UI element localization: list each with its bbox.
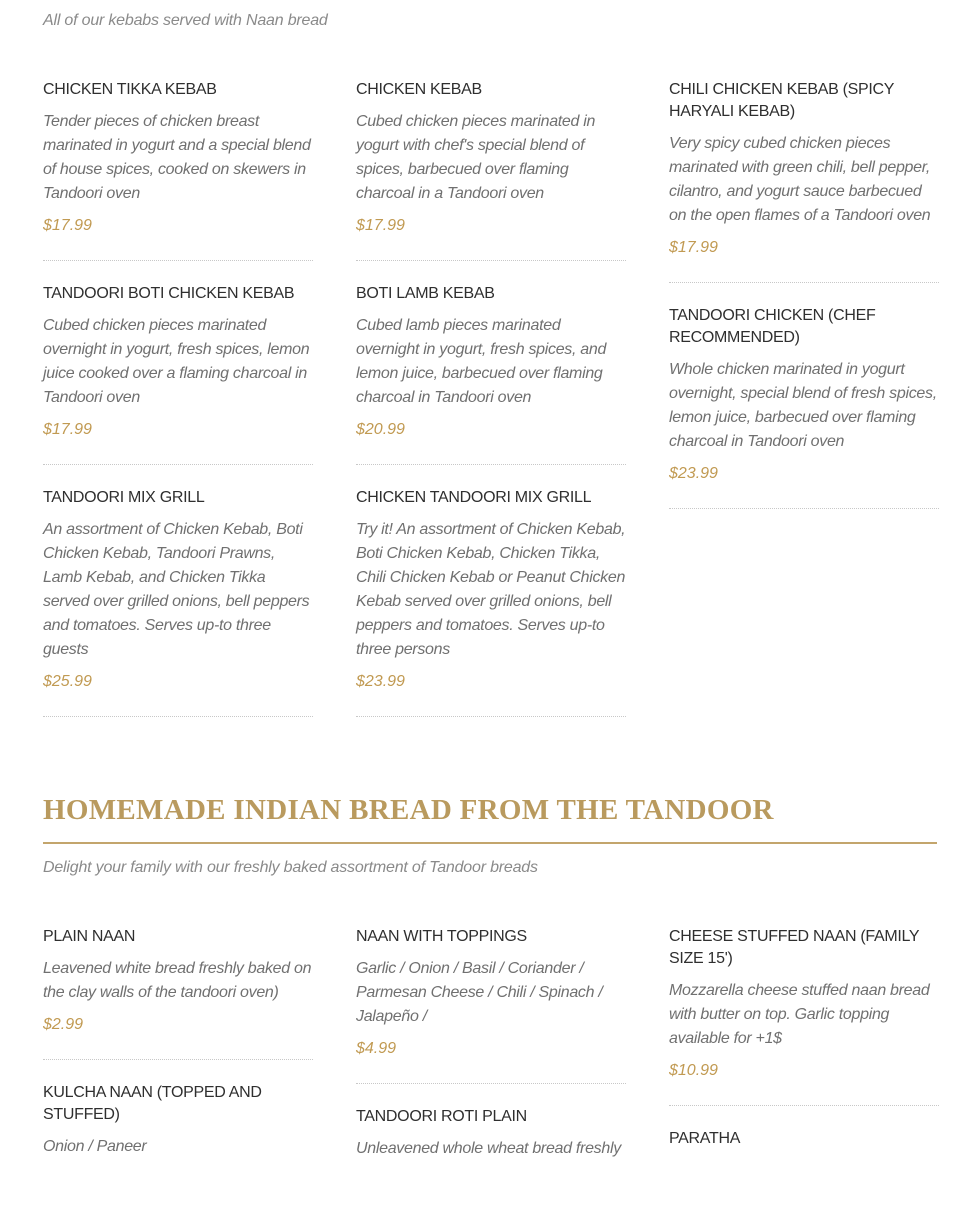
menu-item-description: Tender pieces of chicken breast marinated in yogurt and a special blend of house spices, cooked on skewers in Tandoori oven — [43, 113, 311, 202]
kebab-section-intro: All of our kebabs served with Naan bread — [43, 12, 328, 29]
menu-item-price: $23.99 — [356, 673, 405, 690]
bread-section-title: HOMEMADE INDIAN BREAD FROM THE TANDOOR — [43, 794, 774, 826]
menu-item-description: An assortment of Chicken Kebab, Boti Chicken Kebab, Tandoori Prawns, Lamb Kebab, and Chicken Tikka served over grilled onions, bell peppers and tomatoes. Serves up-to three guests — [43, 521, 310, 658]
section-divider — [43, 842, 937, 844]
menu-item-price: $17.99 — [356, 217, 405, 234]
menu-item-name: CHICKEN KEBAB — [356, 81, 482, 98]
menu-item-price: $17.99 — [43, 217, 92, 234]
menu-item — [356, 79, 626, 261]
menu-item-price: $23.99 — [669, 465, 718, 482]
menu-item-name: NAAN WITH TOPPINGS — [356, 928, 527, 945]
menu-item — [669, 926, 939, 1106]
menu-item-description: Garlic / Onion / Basil / Coriander / Parmesan Cheese / Chili / Spinach / Jalapeño / — [356, 960, 603, 1025]
menu-item-name: TANDOORI ROTI PLAIN — [356, 1108, 527, 1125]
menu-item-description: Whole chicken marinated in yogurt overnight, special blend of fresh spices, lemon juice, barbecued over flaming charcoal in Tandoori oven — [669, 361, 937, 450]
menu-item-name: KULCHA NAAN (TOPPED AND STUFFED) — [43, 1084, 262, 1123]
menu-item-description: Try it! An assortment of Chicken Kebab, Boti Chicken Kebab, Chicken Tikka, Chili Chicken Kebab or Peanut Chicken Kebab served over grilled onions, bell peppers and tomatoes. Serves up-to three persons — [356, 521, 626, 658]
kebab-column-1 — [43, 79, 313, 739]
bread-column-3 — [669, 926, 939, 1203]
bread-section-intro: Delight your family with our freshly baked assortment of Tandoor breads — [43, 859, 538, 876]
menu-item-description: Cubed chicken pieces marinated overnight in yogurt, fresh spices, lemon juice cooked over a flaming charcoal in Tandoori oven — [43, 317, 310, 406]
menu-item — [356, 926, 626, 1084]
menu-item-name: BOTI LAMB KEBAB — [356, 285, 495, 302]
menu-item-description: Cubed chicken pieces marinated in yogurt with chef's special blend of spices, barbecued over flaming charcoal in a Tandoori oven — [356, 113, 596, 202]
menu-item-description: Unleavened whole wheat bread freshly — [356, 1140, 621, 1157]
menu-item-name: CHICKEN TIKKA KEBAB — [43, 81, 217, 98]
menu-item-name: PLAIN NAAN — [43, 928, 136, 945]
menu-item — [669, 79, 939, 283]
menu-item-description: Mozzarella cheese stuffed naan bread with butter on top. Garlic topping available for +1$ — [669, 982, 930, 1047]
menu-item — [669, 1128, 939, 1181]
menu-item-description: Cubed lamb pieces marinated overnight in yogurt, fresh spices, and lemon juice, barbecued over flaming charcoal in Tandoori oven — [356, 317, 607, 406]
kebab-column-2 — [356, 79, 626, 739]
menu-item-price: $4.99 — [356, 1040, 397, 1057]
menu-item — [43, 487, 313, 717]
menu-item — [43, 926, 313, 1060]
menu-item — [43, 283, 313, 465]
menu-item-price: $17.99 — [43, 421, 92, 438]
menu-item-price: $17.99 — [669, 239, 718, 256]
menu-item — [43, 1082, 313, 1189]
kebab-column-3 — [669, 79, 939, 531]
menu-item-price: $10.99 — [669, 1062, 718, 1079]
menu-item-description: Very spicy cubed chicken pieces marinated with green chili, bell pepper, cilantro, and yogurt sauce barbecued on the open flames of a Tandoori oven — [669, 135, 931, 224]
menu-item-price: $20.99 — [356, 421, 405, 438]
menu-item-name: TANDOORI MIX GRILL — [43, 489, 205, 506]
bread-column-2 — [356, 926, 626, 1213]
menu-item-name: CHILI CHICKEN KEBAB (SPICY HARYALI KEBAB) — [669, 81, 894, 120]
menu-item — [356, 1106, 626, 1191]
menu-item-name: TANDOORI BOTI CHICKEN KEBAB — [43, 285, 295, 302]
menu-item-name: TANDOORI CHICKEN (CHEF RECOMMENDED) — [669, 307, 876, 346]
menu-item — [669, 305, 939, 509]
menu-item-description: Onion / Paneer — [43, 1138, 147, 1155]
menu-item-price: $2.99 — [43, 1016, 84, 1033]
menu-item — [356, 487, 626, 717]
menu-item-name: PARATHA — [669, 1130, 741, 1147]
menu-item-name: CHICKEN TANDOORI MIX GRILL — [356, 489, 592, 506]
menu-item-description: Leavened white bread freshly baked on the clay walls of the tandoori oven) — [43, 960, 312, 1001]
menu-item-price: $25.99 — [43, 673, 92, 690]
menu-item-name: CHEESE STUFFED NAAN (FAMILY SIZE 15') — [669, 928, 920, 967]
menu-item — [356, 283, 626, 465]
bread-column-1 — [43, 926, 313, 1211]
menu-item — [43, 79, 313, 261]
